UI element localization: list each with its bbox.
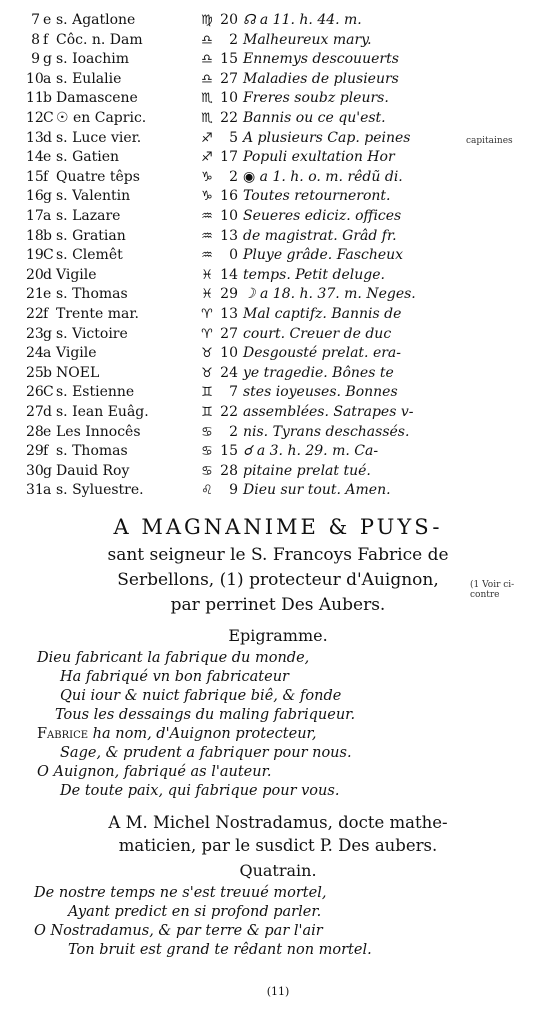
- page-number: (11): [266, 985, 290, 998]
- dominical-letter: d: [43, 129, 52, 146]
- dominical-letter: a: [43, 345, 52, 362]
- calendar-row: [0, 11, 480, 30]
- saint-name: Les Innocês: [56, 423, 141, 440]
- degree: 16: [220, 188, 238, 205]
- quatrain-line-4: Ton bruit est grand te rêdant non mortel.: [68, 942, 372, 958]
- dominical-letter: e: [43, 423, 52, 440]
- calendar-row: [0, 325, 480, 344]
- saint-name: s. Eulalie: [56, 70, 122, 87]
- calendar-row: [0, 31, 480, 50]
- zodiac-sign-icon: ♏: [201, 91, 213, 107]
- epigram-line-5: [37, 726, 316, 742]
- day-number: 16: [26, 188, 44, 205]
- zodiac-sign-icon: ♒: [201, 228, 213, 244]
- zodiac-sign-icon: ♈: [201, 307, 213, 322]
- dominical-letter: C: [43, 110, 54, 126]
- prediction-text: Bannis ou ce qu'est.: [243, 110, 386, 126]
- zodiac-sign-icon: ♐: [201, 150, 213, 166]
- degree: 27: [220, 325, 238, 342]
- day-number: 21: [26, 286, 44, 303]
- prediction-text: Mal captifz. Bannis de: [243, 306, 402, 322]
- degree: 2: [229, 31, 238, 48]
- epigram-line-2: Ha fabriqué vn bon fabricateur: [60, 669, 289, 685]
- degree: 9: [229, 482, 238, 499]
- dominical-letter: e: [43, 12, 52, 28]
- dominical-letter: b: [43, 364, 52, 381]
- dominical-letter: b: [43, 90, 52, 107]
- zodiac-sign-icon: ♉: [201, 346, 213, 362]
- degree: 14: [220, 266, 238, 283]
- prediction-text: Malheureux mary.: [243, 31, 372, 48]
- zodiac-sign-icon: ♋: [201, 424, 213, 440]
- day-number: 31: [26, 482, 44, 499]
- day-number: 13: [26, 129, 44, 146]
- prediction-text: temps. Petit deluge.: [243, 266, 385, 283]
- day-number: 12: [26, 110, 44, 126]
- day-number: 11: [26, 90, 44, 107]
- degree: 10: [220, 208, 238, 224]
- saint-name: s. Syluestre.: [56, 482, 144, 499]
- dedication-line-3: Serbellons, (1) protecteur d'Auignon,: [117, 570, 439, 590]
- saint-name: Quatre têps: [56, 168, 140, 185]
- degree: 27: [220, 70, 238, 87]
- dedication-title: A MAGNANIME & PUYS-: [113, 515, 443, 539]
- degree: 5: [229, 129, 238, 146]
- saint-name: s. Thomas: [56, 443, 128, 460]
- saint-name: NOEL: [56, 364, 100, 381]
- day-number: 9: [31, 51, 40, 68]
- prediction-text: ◉ a 1. h. o. m. rêdũ di.: [243, 168, 403, 185]
- dominical-letter: a: [43, 208, 52, 224]
- prediction-text: ye tragedie. Bônes te: [243, 364, 394, 381]
- day-number: 8: [31, 31, 40, 48]
- quatrain-line-1: De nostre temps ne s'est treuué mortel,: [34, 885, 327, 901]
- epigram-line-6: Sage, & prudent a fabriquer pour nous.: [60, 745, 352, 761]
- degree: 15: [220, 51, 238, 68]
- saint-name: s. Victoire: [56, 325, 128, 342]
- epigram-line-7: O Auignon, fabriqué as l'auteur.: [37, 764, 272, 780]
- degree: 13: [220, 306, 238, 322]
- address-line-2: maticien, par le susdict P. Des aubers.: [118, 836, 438, 855]
- zodiac-sign-icon: ♎: [201, 32, 213, 48]
- saint-name: s. Estienne: [56, 384, 135, 401]
- saint-name: s. Ioachim: [56, 51, 130, 68]
- prediction-text: ☊ a 11. h. 44. m.: [243, 12, 362, 28]
- zodiac-sign-icon: ♊: [201, 405, 213, 420]
- degree: 10: [220, 345, 238, 362]
- quatrain-line-3: O Nostradamus, & par terre & par l'air: [34, 923, 323, 939]
- calendar-row: [0, 423, 480, 442]
- saint-name: Dauid Roy: [56, 462, 130, 479]
- prediction-text: de magistrat. Grâd fr.: [243, 227, 397, 244]
- dedication-line-2: sant seigneur le S. Francoys Fabrice de: [107, 545, 449, 565]
- day-number: 25: [26, 364, 44, 381]
- degree: 17: [220, 149, 238, 166]
- epigram-line-5-rest: ha nom, d'Auignon protecteur,: [88, 726, 317, 742]
- degree: 13: [220, 227, 238, 244]
- saint-name: s. Thomas: [56, 286, 128, 303]
- saint-name: s. Gratian: [56, 227, 126, 244]
- degree: 24: [220, 364, 238, 381]
- calendar-row: [0, 305, 480, 324]
- zodiac-sign-icon: ♉: [201, 365, 213, 381]
- degree: 0: [229, 247, 238, 264]
- degree: 10: [220, 90, 238, 107]
- dominical-letter: e: [43, 149, 52, 166]
- calendar-row: [0, 207, 480, 226]
- saint-name: s. Clemêt: [56, 247, 123, 264]
- epigram-line-4: Tous les dessaings du maling fabriqueur.: [55, 707, 356, 723]
- day-number: 26: [26, 384, 44, 401]
- day-number: 19: [26, 247, 44, 264]
- calendar-row: [0, 187, 480, 206]
- prediction-text: stes ioyeuses. Bonnes: [243, 384, 398, 401]
- calendar-row: [0, 481, 480, 500]
- day-number: 30: [26, 462, 44, 479]
- margin-note-voir-line1: (1 Voir ci-: [470, 580, 515, 590]
- zodiac-sign-icon: ♒: [201, 209, 213, 224]
- zodiac-sign-icon: ♈: [201, 326, 213, 342]
- prediction-text: Dieu sur tout. Amen.: [243, 482, 391, 499]
- calendar-row: [0, 227, 480, 246]
- degree: 2: [229, 168, 238, 185]
- prediction-text: ☽ a 18. h. 37. m. Neges.: [243, 286, 416, 303]
- degree: 20: [220, 12, 238, 28]
- prediction-text: ☌ a 3. h. 29. m. Ca-: [243, 443, 379, 460]
- zodiac-sign-icon: ♎: [201, 52, 213, 68]
- day-number: 18: [26, 227, 44, 244]
- degree: 2: [229, 423, 238, 440]
- degree: 22: [220, 110, 238, 126]
- day-number: 23: [26, 325, 44, 342]
- saint-name: s. Lazare: [56, 208, 121, 224]
- day-number: 14: [26, 149, 44, 166]
- margin-note-capitaines: capitaines: [466, 136, 513, 146]
- day-number: 28: [26, 423, 44, 440]
- fabrice-name: Fabrice: [37, 726, 89, 742]
- calendar-row: [0, 70, 480, 89]
- calendar-row: [0, 109, 480, 128]
- degree: 22: [220, 404, 238, 420]
- dominical-letter: a: [43, 70, 52, 87]
- calendar-row: [0, 129, 480, 148]
- day-number: 15: [26, 168, 44, 185]
- saint-name: Côc. n. Dam: [56, 31, 143, 48]
- zodiac-sign-icon: ♓: [201, 287, 213, 303]
- zodiac-sign-icon: ♑: [201, 169, 213, 185]
- zodiac-sign-icon: ♏: [201, 111, 213, 126]
- calendar-row: [0, 50, 480, 69]
- calendar-row: [0, 442, 480, 461]
- saint-name: s. Valentin: [56, 188, 131, 205]
- zodiac-sign-icon: ♋: [201, 444, 213, 460]
- degree: 29: [220, 286, 238, 303]
- zodiac-sign-icon: ♐: [201, 130, 213, 146]
- dominical-letter: d: [43, 266, 52, 283]
- day-number: 24: [26, 345, 44, 362]
- prediction-text: A plusieurs Cap. peines: [243, 129, 411, 146]
- degree: 7: [229, 384, 238, 401]
- calendar-row: [0, 462, 480, 481]
- degree: 15: [220, 443, 238, 460]
- quatrain-line-2: Ayant predict en si profond parler.: [68, 904, 322, 920]
- saint-name: s. Agatlone: [56, 12, 136, 28]
- prediction-text: Freres soubz pleurs.: [243, 90, 389, 107]
- zodiac-sign-icon: ♒: [201, 248, 213, 264]
- dominical-letter: e: [43, 286, 52, 303]
- day-number: 7: [31, 12, 40, 28]
- dominical-letter: g: [43, 462, 52, 479]
- epigram-line-3: Qui iour & nuict fabrique biê, & fonde: [60, 688, 342, 704]
- dominical-letter: f: [43, 306, 49, 322]
- dominical-letter: g: [43, 188, 52, 205]
- dedication-line-4: par perrinet Des Aubers.: [170, 595, 386, 615]
- calendar-row: [0, 285, 480, 304]
- margin-note-voir-line2: contre: [470, 590, 500, 600]
- zodiac-sign-icon: ♊: [201, 385, 213, 401]
- day-number: 20: [26, 266, 44, 283]
- degree: 28: [220, 462, 238, 479]
- epigram-heading: Epigramme.: [228, 626, 328, 645]
- day-number: 27: [26, 404, 44, 420]
- dominical-letter: g: [43, 325, 52, 342]
- zodiac-sign-icon: ♑: [201, 189, 213, 205]
- day-number: 22: [26, 306, 44, 322]
- dominical-letter: b: [43, 227, 52, 244]
- dominical-letter: f: [43, 443, 49, 460]
- saint-name: ☉ en Capric.: [56, 110, 147, 126]
- epigram-line-8: De toute paix, qui fabrique pour vous.: [60, 783, 340, 799]
- dominical-letter: g: [43, 51, 52, 68]
- saint-name: s. Gatien: [56, 149, 120, 166]
- calendar-row: [0, 344, 480, 363]
- calendar-row: [0, 364, 480, 383]
- dominical-letter: f: [43, 168, 49, 185]
- prediction-text: Desgousté prelat. era-: [243, 345, 401, 362]
- saint-name: s. Iean Euâg.: [56, 404, 149, 420]
- prediction-text: Seueres ediciz. offices: [243, 208, 402, 224]
- prediction-text: Toutes retourneront.: [243, 188, 391, 205]
- calendar-row: [0, 403, 480, 422]
- calendar-row: [0, 383, 480, 402]
- saint-name: Trente mar.: [56, 306, 139, 322]
- calendar-row: [0, 266, 480, 285]
- saint-name: Vigile: [56, 266, 97, 283]
- prediction-text: Maladies de plusieurs: [243, 70, 399, 87]
- dominical-letter: C: [43, 384, 54, 401]
- zodiac-sign-icon: ♓: [201, 267, 213, 283]
- dominical-letter: d: [43, 404, 52, 420]
- prediction-text: Ennemys descouuerts: [243, 51, 399, 68]
- prediction-text: court. Creuer de duc: [243, 325, 392, 342]
- prediction-text: Populi exultation Hor: [243, 149, 395, 166]
- zodiac-sign-icon: ♌: [201, 483, 213, 499]
- quatrain-heading: Quatrain.: [239, 861, 317, 880]
- calendar-row: [0, 89, 480, 108]
- prediction-text: assemblées. Satrapes v-: [243, 404, 414, 420]
- saint-name: Damascene: [56, 90, 138, 107]
- dominical-letter: C: [43, 247, 54, 264]
- prediction-text: Pluye grâde. Fascheux: [243, 247, 404, 264]
- address-line-1: A M. Michel Nostradamus, docte mathe-: [108, 813, 448, 832]
- day-number: 10: [26, 70, 44, 87]
- zodiac-sign-icon: ♎: [201, 71, 213, 87]
- calendar-row: [0, 168, 480, 187]
- epigram-line-1: Dieu fabricant la fabrique du monde,: [37, 650, 310, 666]
- prediction-text: pitaine prelat tué.: [243, 462, 371, 479]
- dominical-letter: f: [43, 31, 49, 48]
- saint-name: Vigile: [56, 345, 97, 362]
- day-number: 29: [26, 443, 44, 460]
- zodiac-sign-icon: ♋: [201, 463, 213, 479]
- dominical-letter: a: [43, 482, 52, 499]
- calendar-row: [0, 246, 480, 265]
- saint-name: s. Luce vier.: [56, 129, 142, 146]
- zodiac-sign-icon: ♍: [201, 13, 213, 28]
- day-number: 17: [26, 208, 44, 224]
- prediction-text: nis. Tyrans deschassés.: [243, 423, 410, 440]
- calendar-row: [0, 148, 480, 167]
